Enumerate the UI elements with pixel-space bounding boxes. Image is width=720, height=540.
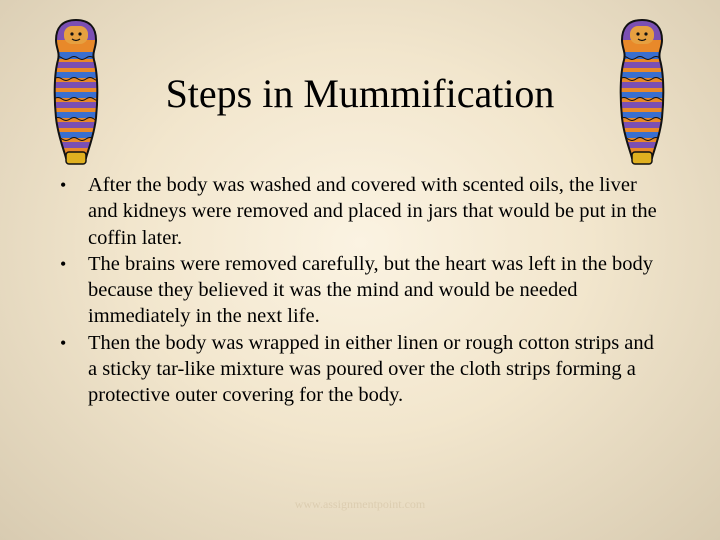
bullet-marker: • — [60, 175, 67, 195]
bullet-marker: • — [60, 332, 67, 353]
bullet-text: The brains were removed carefully, but the heart was left in the body because they believed it was the mind and would be needed immediately in the next life. — [88, 252, 654, 328]
bullet-marker: • — [60, 253, 67, 274]
bullet-list — [56, 172, 666, 409]
slide-title: Steps in Mummification — [165, 71, 555, 116]
footer-watermark: www.assignmentpoint.com — [294, 497, 426, 511]
bullet-item — [56, 330, 666, 409]
bullet-item — [56, 251, 666, 330]
bullet-item — [56, 172, 666, 251]
bullet-text: After the body was washed and covered with scented oils, the liver and kidneys were removed and placed in jars that would be put in the coffin later. — [88, 174, 657, 249]
bullet-text: Then the body was wrapped in either linen or rough cotton strips and a sticky tar-like mixture was poured over the cloth strips forming a protective outer covering for the body. — [88, 331, 654, 407]
